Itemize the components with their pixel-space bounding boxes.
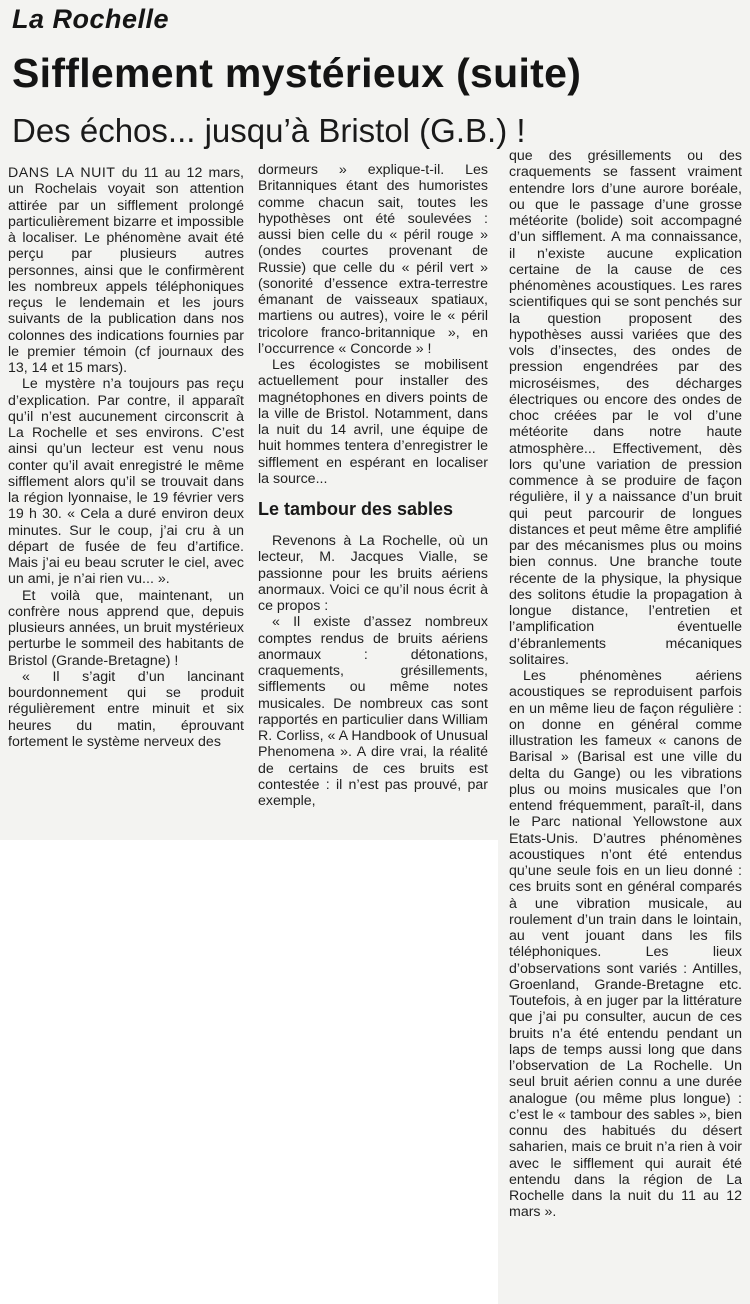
subheading: Le tambour des sables <box>258 499 454 519</box>
section-label: La Rochelle <box>12 4 170 34</box>
paragraph: « Il s’agit d’un lancinant bourdonnement qui se produit régulièrement entre minuit et six heures du matin, éprouvant fortement le système nerveux des <box>8 668 244 750</box>
article-column-3 <box>509 148 742 1221</box>
paragraph-text: du 11 au 12 mars, un Rochelais voyait son attention attirée par un sifflement prolongé particulièrement bizarre et impossible à localiser. Le phénomène avait été perçu par plusieurs autres personnes, ainsi que le confirmèrent les nombreux appels téléphoniques reçus le lendemain et les jours suivants de la publication dans nos colonnes des indications fournies par le premier témoin (cf journaux des 13, 14 et 15 mars). <box>8 165 244 376</box>
paragraph: Et voilà que, maintenant, un confrère nous apprend que, depuis plusieurs années, un bruit mystérieux perturbe le sommeil des habitants de Bristol (Grande-Bretagne) ! <box>8 587 244 669</box>
headline: Sifflement mystérieux (suite) <box>12 50 582 96</box>
paragraph: Revenons à La Rochelle, où un lecteur, M. Jacques Vialle, se passionne pour les bruits aériens anormaux. Voici ce qu’il nous écrit à ce propos : <box>258 533 488 614</box>
paragraph <box>8 165 244 376</box>
article-column-1 <box>8 165 244 750</box>
paragraph: Le mystère n’a toujours pas reçu d’explication. Par contre, il apparaît qu’il n’est aucunement circonscrit à La Rochelle et ses environs. C’est ainsi qu’un lecteur est venu nous conter qu’il avait enregistré le même sifflement alors qu’il se trouvait dans la région lyonnaise, le 19 février vers 19 h 30. « Cela a duré environ deux minutes. Sur le coup, j’ai cru à un départ de fusée de feu d’artifice. Mais j’ai eu beau scruter le ciel, avec un ami, je n’ai rien vu... ». <box>8 376 244 588</box>
subheadline: Des échos... jusqu’à Bristol (G.B.) ! <box>12 112 526 149</box>
paragraph: Les écologistes se mobilisent actuellement pour installer des magnétophones en divers points de la ville de Bristol. Notamment, dans la nuit du 14 avril, une équipe de huit hommes tentera d’enregistrer le sifflement en espérant en localiser la source... <box>258 357 488 487</box>
paragraph: « Il existe d’assez nombreux comptes rendus de bruits aériens anormaux : détonations, craquements, grésillements, sifflements ou même notes musicales. De nombreux cas sont rapportés en particulier dans William R. Corliss, « A Handbook of Unusual Phenomena ». A dire vrai, la réalité de certains de ces bruits est contestée : il n’est pas prouvé, par exemple, <box>258 614 488 809</box>
article-column-2 <box>258 162 488 809</box>
paragraph: que des grésillements ou des craquements se fassent vraiment entendre lors d’une aurore boréale, ou que le passage d’une grosse météorite (bolide) soit accompagné d’un sifflement. A ma connaissance, il n’existe aucune explication certaine de la cause de ces phénomènes acoustiques. Les rares scientifiques qui se sont penchés sur la question proposent des hypothèses aussi variées que des vols d’insectes, des ondes de pression engendrées par des microséismes, des décharges électriques ou encore des ondes de choc créées par le vol d’une météorite dans notre haute atmosphère... Effectivement, dès lors qu’une variation de pression commence à se produire de façon régulière, il y a naissance d’un bruit qui peut parcourir de longues distances et peut même être amplifié par des mécanismes plus ou moins bien connus. Une branche toute récente de la physique, la physique des solitons étudie la propagation à longue distance, l’entretien et l’amplification éventuelle d’ébranlements mécaniques solitaires. <box>509 148 742 668</box>
paragraph: dormeurs » explique-t-il. Les Britanniques étant des humoristes comme chacun sait, toutes les hypothèses ont été soulevées : aussi bien celle du « péril rouge » (ondes courtes provenant de Russie) que celle du « péril vert » (sonorité d’essence extra-terrestre émanant de vaisseaux spatiaux, martiens ou autres), voire le « péril tricolore franco-britannique », en l’occurrence « Concorde » ! <box>258 162 488 357</box>
paragraph: Les phénomènes aériens acoustiques se reproduisent parfois en un même lieu de façon régulière : on donne en général comme illustration les fameux « canons de Barisal » (Barisal est une ville du delta du Gange) ou les vibrations plus ou moins musicales que l’on entend fréquemment, paraît-il, dans le Parc national Yellowstone aux Etats-Unis. D’autres phénomènes acoustiques n’ont été entendus qu’une seule fois en un lieu donné : ces bruits sont en général comparés à une vibration musicale, au roulement d’un train dans le lointain, au vent jouant dans les fils téléphoniques. Les lieux d’observations sont variés : Antilles, Groenland, Grande-Bretagne etc. Toutefois, à en juger par la littérature que j’ai pu consulter, aucun de ces bruits n’a été entendu pendant un laps de temps aussi long que dans l’observation de La Rochelle. Un seul bruit aérien connu a une durée analogue (ou même plus longue) : c’est le « tambour des sables », bien connu des habitués du désert saharien, mais ce bruit n’a rien à voir avec le sifflement qui aurait été entendu dans la région de La Rochelle dans la nuit du 11 au 12 mars ». <box>509 668 742 1221</box>
lead-caps: DANS LA NUIT <box>8 165 116 181</box>
